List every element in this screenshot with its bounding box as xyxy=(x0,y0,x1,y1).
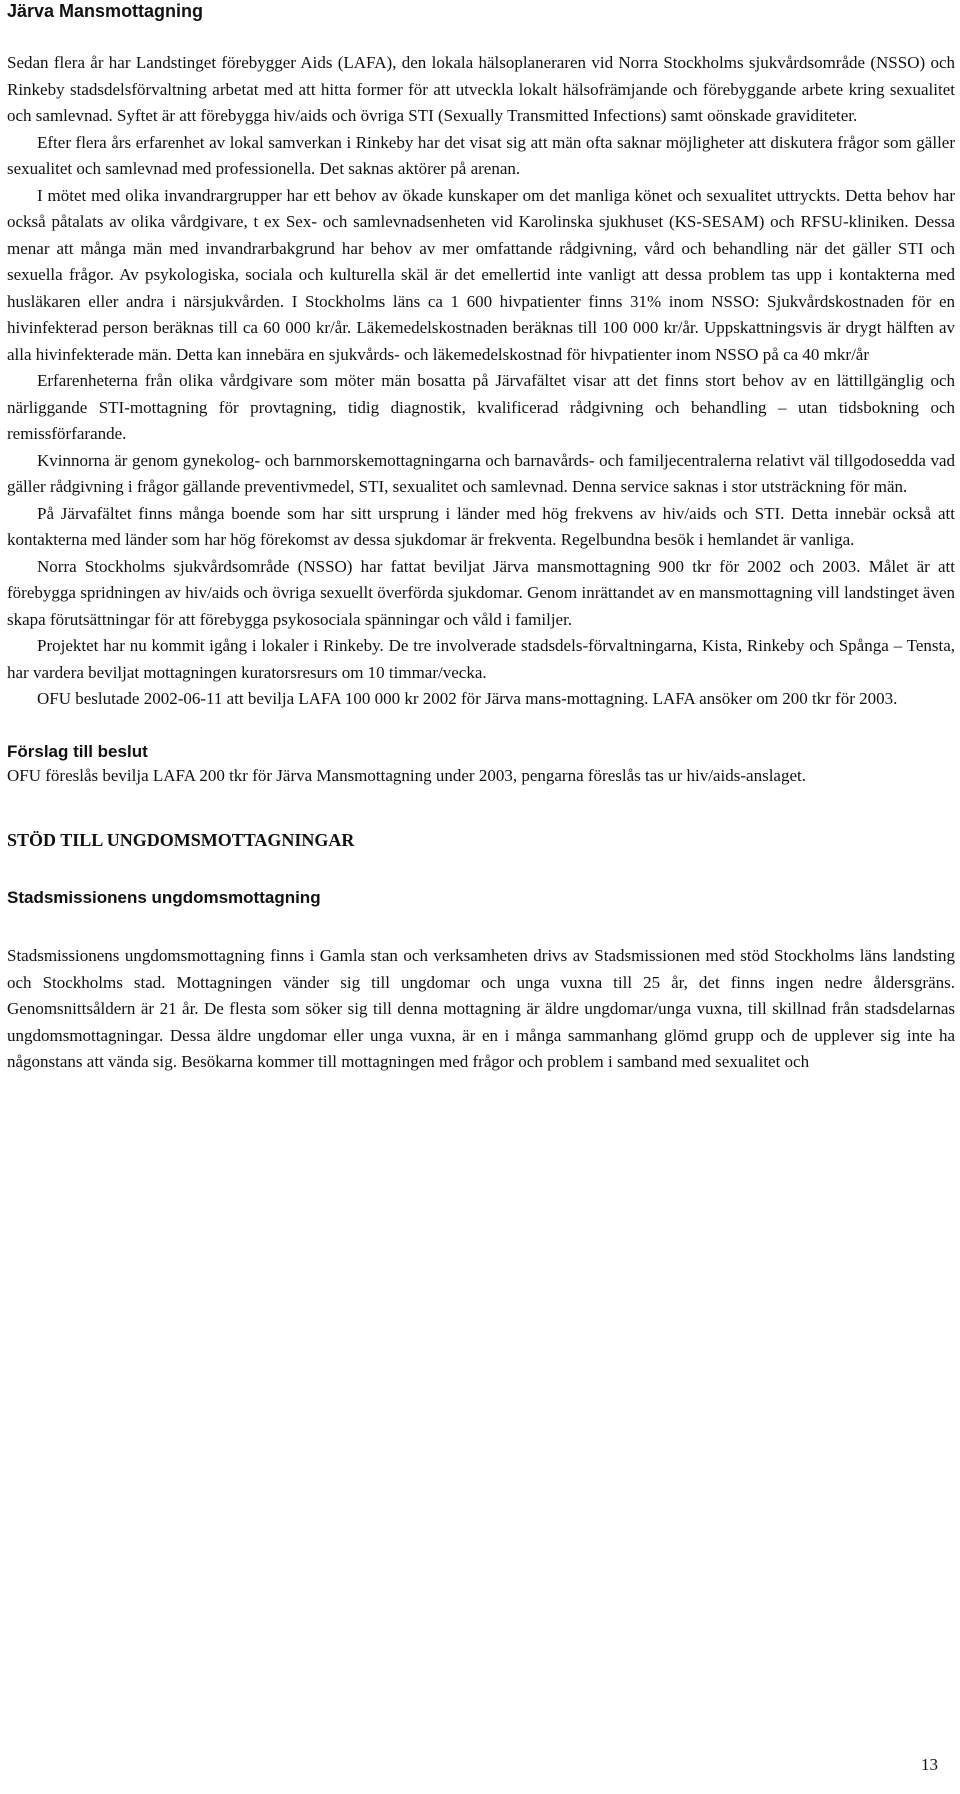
spacer xyxy=(7,713,955,741)
subsection-title: Stadsmissionens ungdomsmottagning xyxy=(7,888,321,907)
section2-title: STÖD TILL UNGDOMSMOTTAGNINGAR xyxy=(7,830,355,850)
paragraph-stadsmissionen: Stadsmissionens ungdomsmottagning finns i Gamla stan och verksamheten drivs av Stadsmissionen med stöd Stockholms läns landsting och Stockholms stad. Mottagningen vänder sig till ungdomar och unga vuxna till 25 år, det finns ingen nedre åldersgräns. Genomsnittsåldern är 21 år. De flesta som söker sig till denna mottagning är äldre ungdomar/unga vuxna, till skillnad från stadsdelarnas ungdomsmottagningar. Dessa äldre ungdomar eller unga vuxna, är en i många sammanhang glömd grupp och de upplever sig inte ha någonstans att vända sig. Besökarna kommer till mottagningen med frågor och problem i samband med sexualitet och xyxy=(7,946,955,1071)
paragraph-women: Kvinnorna är genom gynekolog- och barnmorskemottagningarna och barnavårds- och familjecentralerna relativt väl tillgodosedda vad gäller rådgivning i frågor gällande preventivmedel, STI, sexualitet och samlevnad. Denna service saknas i stor utsträckning för män. xyxy=(7,450,955,496)
spacer xyxy=(7,909,955,943)
proposal-heading: Förslag till beslut xyxy=(7,741,148,761)
section-title: Järva Mansmottagning xyxy=(7,1,204,21)
proposal-text: OFU föreslås bevilja LAFA 200 tkr för Järva Mansmottagning under 2003, pengarna föreslås tas ur hiv/aids-anslaget. xyxy=(7,765,806,785)
paragraph-care-providers: Erfarenheterna från olika vårdgivare som möter män bosatta på Järvafältet visar att det finns stort behov av en lättillgänglig och närliggande STI-mottagning för provtagning, tidig diagnostik, kvalificerad rådgivning och behandling – utan tidsbokning och remissförfarande. xyxy=(7,371,955,443)
paragraph-jarvafaltet: På Järvafältet finns många boende som har sitt ursprung i länder med hög frekvens av hiv/aids och STI. Detta innebär också att kontakterna med länder som har hög förekomst av dessa sjukdomar är frekventa. Regelbundna besök i hemlandet är vanliga. xyxy=(7,503,955,549)
spacer xyxy=(7,22,955,50)
page-number: 13 xyxy=(921,1755,938,1774)
document-page xyxy=(7,0,955,1076)
paragraph-immigrant-groups: I mötet med olika invandrargrupper har ett behov av ökade kunskaper om det manliga könet och sexualitet uttryckts. Detta behov har också påtalats av olika vårdgivare, t ex Sex- och samlevnadsenheten vid Karolinska sjukhuset (KS-SESAM) och RFSU-kliniken. Dessa menar att många män med invandrarbakgrund har behov av mer omfattande rådgivning, vård och behandling när det gäller STI och sexuella frågor. Av psykologiska, sociala och kulturella skäl är det emellertid inte vanligt att dessa problem tas upp i kontakterna med husläkaren eller andra i närsjukvården. I Stockholms läns ca 1 600 hivpatienter finns 31% inom NSSO: Sjukvårdskostnaden för en hivinfekterad person beräknas till ca 60 000 kr/år. Läkemedelskostnaden beräknas till 100 000 kr/år. Uppskattningsvis är drygt hälften av alla hivinfekterade män. Detta kan innebära en sjukvårds- och läkemedelskostnad för hivpatienter inom NSSO på ca 40 mkr/år xyxy=(7,185,955,364)
spacer xyxy=(7,851,955,887)
paragraph-nsso: Norra Stockholms sjukvårdsområde (NSSO) har fattat beviljat Järva mansmottagning 900 tkr för 2002 och 2003. Målet är att förebygga spridningen av hiv/aids och övriga sexuellt överförda sjukdomar. Genom inrättandet av en mansmottagning vill landstinget även skapa förutsättningar för att förebygga psykosociala spänningar och våld i familjer. xyxy=(7,556,955,629)
spacer xyxy=(7,789,955,829)
paragraph-project: Projektet har nu kommit igång i lokaler i Rinkeby. De tre involverade stadsdels-förvaltningarna, Kista, Rinkeby och Spånga – Tensta, har vardera beviljat mottagningen kuratorsresurs om 10 timmar/vecka. xyxy=(7,636,955,682)
paragraph-ofu: OFU beslutade 2002-06-11 att bevilja LAFA 100 000 kr 2002 för Järva mans-mottagning. LAFA ansöker om 200 tkr för 2003. xyxy=(37,689,898,708)
paragraph-intro: Sedan flera år har Landstinget förebygger Aids (LAFA), den lokala hälsoplaneraren vid Norra Stockholms sjukvårdsområde (NSSO) och Rinkeby stadsdelsförvaltning arbetat med att hitta former för att utveckla lokalt hälsofrämjande och förebyggande arbete kring sexualitet och samlevnad. Syftet är att förebygga hiv/aids och övriga STI (Sexually Transmitted Infections) samt oönskade graviditeter. xyxy=(7,53,955,125)
paragraph-experience: Efter flera års erfarenhet av lokal samverkan i Rinkeby har det visat sig att män ofta saknar möjligheter att diskutera frågor som gäller sexualitet och samlevnad med professionella. Det saknas aktörer på arenan. xyxy=(7,132,955,178)
